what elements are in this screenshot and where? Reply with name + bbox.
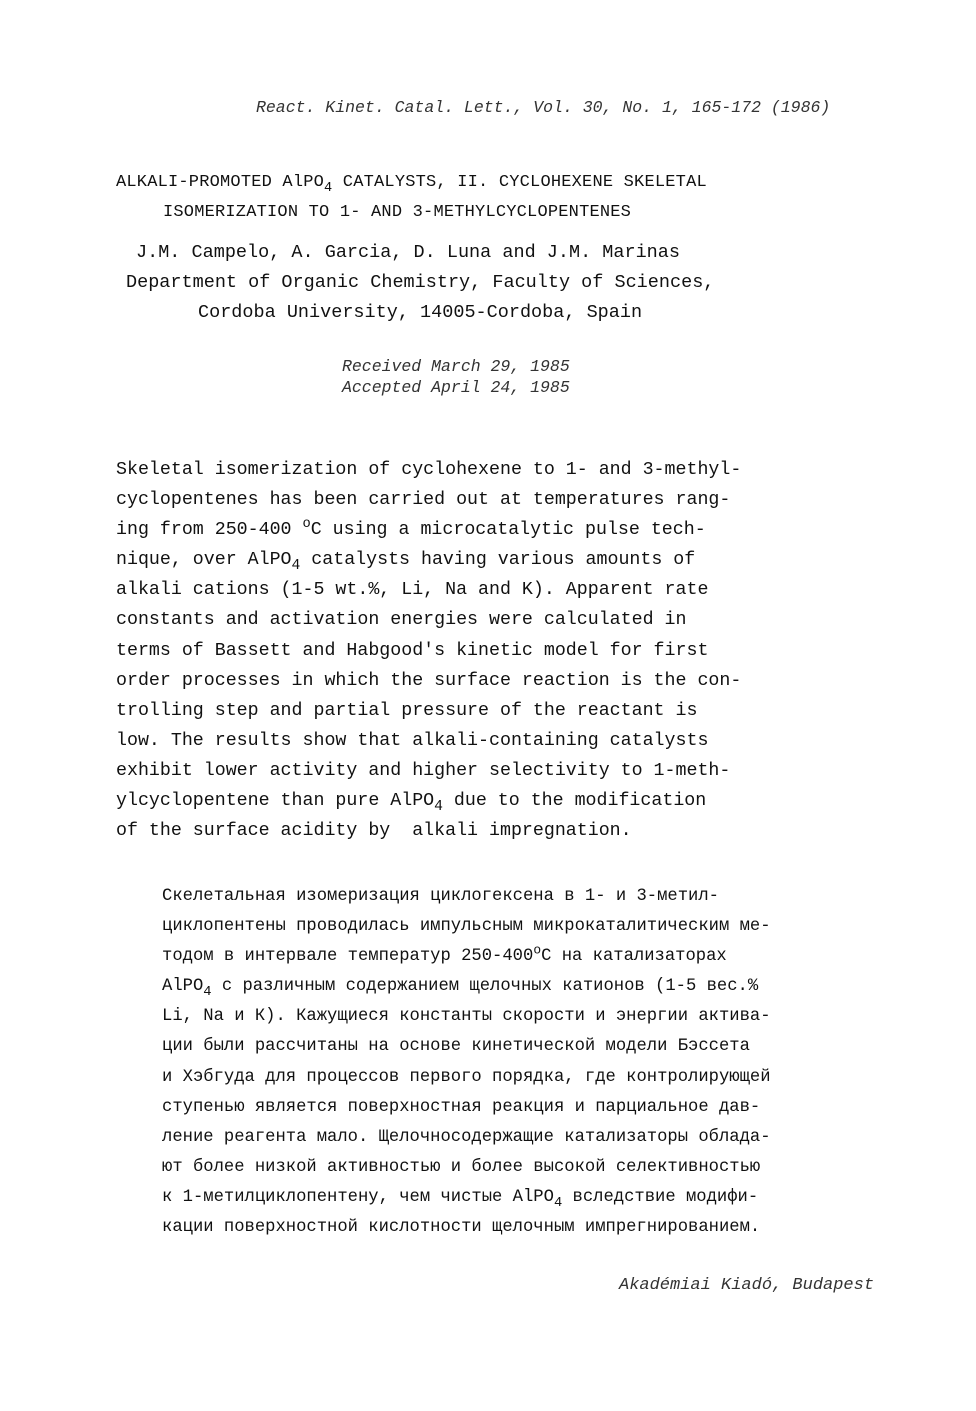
abstract-line: trolling step and partial pressure of the reactant is [116,700,698,721]
text-run: тодом в интервале температур 250-400 [162,947,534,967]
abstract-line: constants and activation energies were calculated in [116,610,687,631]
text-run: ing from 250-400 [116,520,303,541]
affiliation-line-2: Cordoba University, 14005-Cordoba, Spain [198,302,643,323]
journal-reference: React. Kinet. Catal. Lett., Vol. 30, No. 1, 165-172 (1986) [256,98,831,117]
publisher: Akadémiai Kiadó, Budapest [619,1276,875,1295]
accepted-date: Accepted April 24, 1985 [342,378,570,397]
text-run: С на катализаторах [541,947,727,967]
paper-title-line-2: ISOMERIZATION TO 1- AND 3-METHYLCYCLOPENTENES [163,203,632,222]
abstract-line: low. The results show that alkali-containing catalysts [116,730,709,751]
abstract-line: Li, Na и К). Кажущиеся константы скорости и энергии актива- [162,1007,771,1027]
text-run: с различным содержанием щелочных катионов (1-5 вес.% [211,977,759,997]
abstract-line [162,972,882,1002]
abstract-line: ступенью является поверхностная реакция и парциальное дав- [162,1097,761,1117]
text-run: catalysts having various amounts of [300,550,696,571]
degree-superscript: о [533,942,542,958]
subscript: 4 [203,985,212,1001]
authors: J.M. Campelo, A. Garcia, D. Luna and J.M. Marinas [136,242,680,263]
dates [342,356,570,398]
abstract-english [116,455,816,846]
abstract-line [162,1183,882,1213]
abstract-line [116,515,816,545]
text-run: C using a microcatalytic pulse tech- [310,520,706,541]
abstract-line [162,942,882,972]
abstract-line: и Хэбгуда для процессов первого порядка, где контролирующей [162,1067,771,1087]
abstract-line: of the surface acidity by alkali impregnation. [116,821,632,842]
abstract-line: ление реагента мало. Щелочносодержащие катализаторы облада- [162,1127,771,1147]
subscript: 4 [291,558,301,575]
abstract-line: alkali cations (1-5 wt.%, Li, Na and K). Apparent rate [116,580,709,601]
degree-superscript: o [302,517,311,533]
abstract-line: циклопентены проводилась импульсным микрокаталитическим ме- [162,917,771,937]
abstract-line: exhibit lower activity and higher selectivity to 1-meth- [116,760,731,781]
subscript: 4 [553,1195,563,1211]
text-run: ylcyclopentene than pure AlPO [116,791,435,812]
abstract-line: order processes in which the surface reaction is the con- [116,670,742,691]
text-run: вследствие модифи- [562,1187,759,1207]
text-run: AlPO [162,977,204,997]
abstract-line: ют более низкой активностью и более высокой селективностью [162,1157,761,1177]
abstract-line: кации поверхностной кислотности щелочным импрегнированием. [162,1218,761,1238]
abstract-line: ции были рассчитаны на основе кинетической модели Бэссета [162,1037,750,1057]
abstract-line: Скелетальная изомеризация циклогексена в 1- и 3-метил- [162,887,719,906]
abstract-line: terms of Bassett and Habgood's kinetic model for first [116,640,709,661]
received-date: Received March 29, 1985 [342,357,570,376]
text-run: nique, over AlPO [116,550,292,571]
abstract-line: cyclopentenes has been carried out at temperatures rang- [116,490,731,511]
affiliation-line-1: Department of Organic Chemistry, Faculty of Sciences, [126,272,715,293]
paper-title-line-1 [116,173,707,196]
abstract-russian [162,882,882,1243]
text-run: due to the modification [442,791,707,812]
abstract-line: Skeletal isomerization of cyclohexene to 1- and 3-methyl- [116,460,742,480]
subscript: 4 [434,799,443,816]
abstract-line [116,545,816,575]
title-text: CATALYSTS, II. CYCLOHEXENE SKELETAL [332,173,707,192]
title-text: ALKALI-PROMOTED AlPO [116,173,325,192]
text-run: к 1-метилциклопентену, чем чистые AlPO [162,1187,554,1207]
abstract-line [116,786,816,816]
title-subscript: 4 [324,180,333,196]
